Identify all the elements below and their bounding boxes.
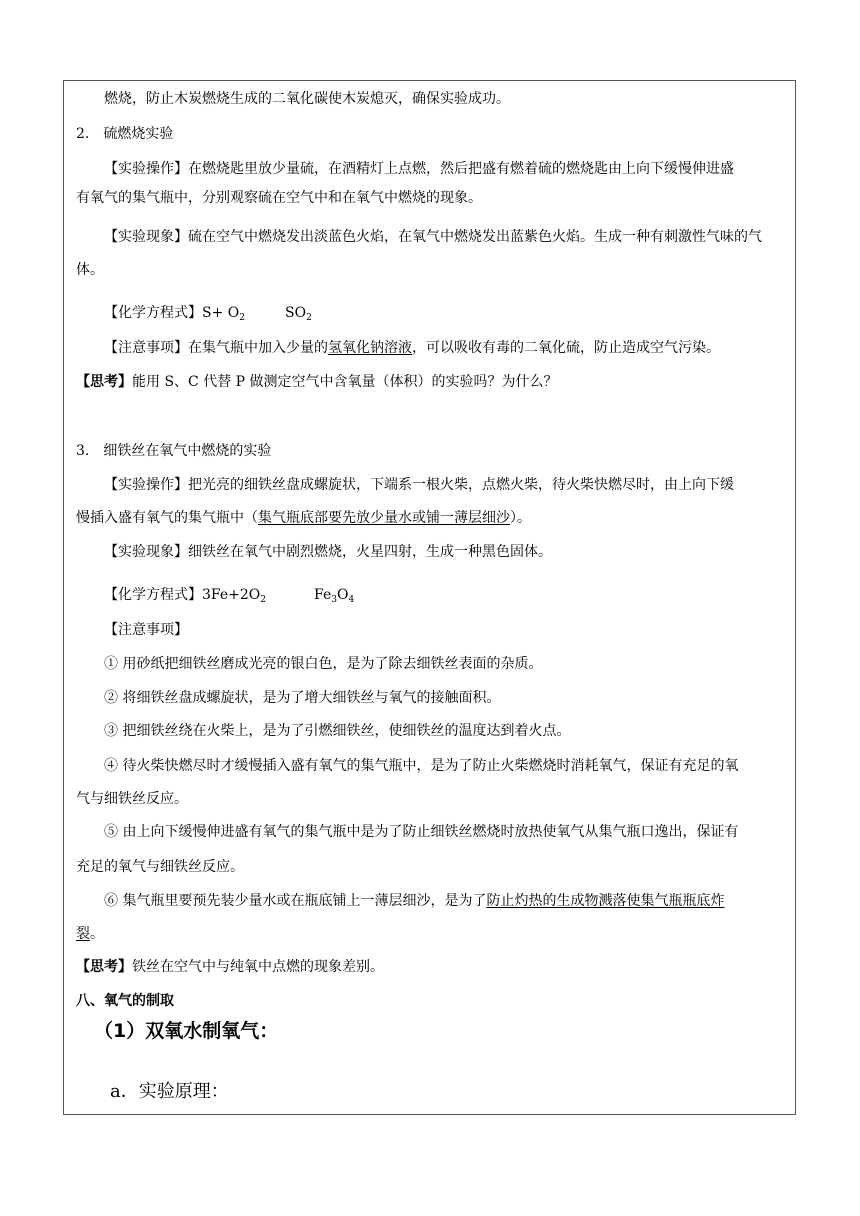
underlined-term: 集气瓶底部要先放少量水或铺一薄层细沙 xyxy=(258,510,510,526)
think-question: 【思考】铁丝在空气中与纯氧中点燃的现象差别。 xyxy=(76,959,384,975)
note-item: ① 用砂纸把细铁丝磨成光亮的银白色，是为了除去细铁丝表面的杂质。 xyxy=(104,656,543,672)
text-line: 有氧气的集气瓶中，分别观察硫在空气中和在氧气中燃烧的现象。 xyxy=(76,190,482,206)
section-heading-8: 八、氧气的制取 xyxy=(76,993,174,1009)
text-line: 【注意事项】在集气瓶中加入少量的氢氧化钠溶液，可以吸收有毒的二氧化硫，防止造成空气污染。 xyxy=(104,340,720,356)
list-number: 3. xyxy=(76,443,90,459)
text-line: 【实验操作】把光亮的细铁丝盘成螺旋状，下端系一根火柴，点燃火柴，待火柴快燃尽时，由上向下缓 xyxy=(104,477,734,493)
section-title: 硫燃烧实验 xyxy=(103,126,174,142)
section-title: 细铁丝在氧气中燃烧的实验 xyxy=(103,443,272,459)
underlined-term: 氢氧化钠溶液 xyxy=(328,340,412,356)
note-item: ⑥ 集气瓶里要预先装少量水或在瓶底铺上一薄层细沙，是为了防止灼热的生成物溅落使集气瓶瓶底炸 xyxy=(104,893,725,909)
list-number: 2. xyxy=(76,126,90,142)
note-item-cont: 充足的氧气与细铁丝反应。 xyxy=(76,859,244,875)
note-item: ③ 把细铁丝绕在火柴上，是为了引燃细铁丝，使细铁丝的温度达到着火点。 xyxy=(104,723,571,739)
subsection-heading: （1）双氧水制氧气： xyxy=(94,1020,279,1042)
text-line: 【实验操作】在燃烧匙里放少量硫，在酒精灯上点燃，然后把盛有燃着硫的燃烧匙由上向下缓慢伸进盛 xyxy=(104,161,734,177)
text-line: 【实验现象】细铁丝在氧气中剧烈燃烧，火星四射，生成一种黑色固体。 xyxy=(104,544,552,560)
text-line: 【实验现象】硫在空气中燃烧发出淡蓝色火焰，在氧气中燃烧发出蓝紫色火焰。生成一种有刺激性气味的气 xyxy=(104,229,762,245)
think-label: 【思考】 xyxy=(76,374,132,390)
underlined-term: 防止灼热的生成物溅落使集气瓶瓶底炸 xyxy=(486,893,725,909)
text-line: 体。 xyxy=(76,262,104,278)
section-heading-3 xyxy=(76,441,271,461)
text-line: 慢插入盛有氧气的集气瓶中（集气瓶底部要先放少量水或铺一薄层细沙）。 xyxy=(76,510,531,526)
note-item-cont: 裂。 xyxy=(76,926,104,942)
subsection-item: a．实验原理： xyxy=(110,1081,229,1102)
note-item-cont: 气与细铁丝反应。 xyxy=(76,791,188,807)
think-question: 【思考】能用 S、C 代替 P 做测定空气中含氧量（体积）的实验吗？为什么？ xyxy=(76,374,558,390)
text-line: 【注意事项】 xyxy=(104,622,188,638)
note-item: ② 将细铁丝盘成螺旋状，是为了增大细铁丝与氧气的接触面积。 xyxy=(104,690,501,706)
text-line: 燃烧，防止木炭燃烧生成的二氧化碳使木炭熄灭，确保实验成功。 xyxy=(104,91,510,107)
section-heading-2 xyxy=(76,124,173,144)
note-item: ⑤ 由上向下缓慢伸进盛有氧气的集气瓶中是为了防止细铁丝燃烧时放热使氧气从集气瓶口逸出，保证有 xyxy=(104,824,739,840)
chemical-equation-sulfur: 【化学方程式】$S+ O_2$ $SO_2$ xyxy=(104,305,312,323)
chemical-equation-iron: 【化学方程式】$3Fe+2O_2$ $Fe_3O_4$ xyxy=(104,587,355,605)
note-item: ④ 待火柴快燃尽时才缓慢插入盛有氧气的集气瓶中，是为了防止火柴燃烧时消耗氧气，保证有充足的氧 xyxy=(104,758,739,774)
think-label: 【思考】 xyxy=(76,959,132,975)
